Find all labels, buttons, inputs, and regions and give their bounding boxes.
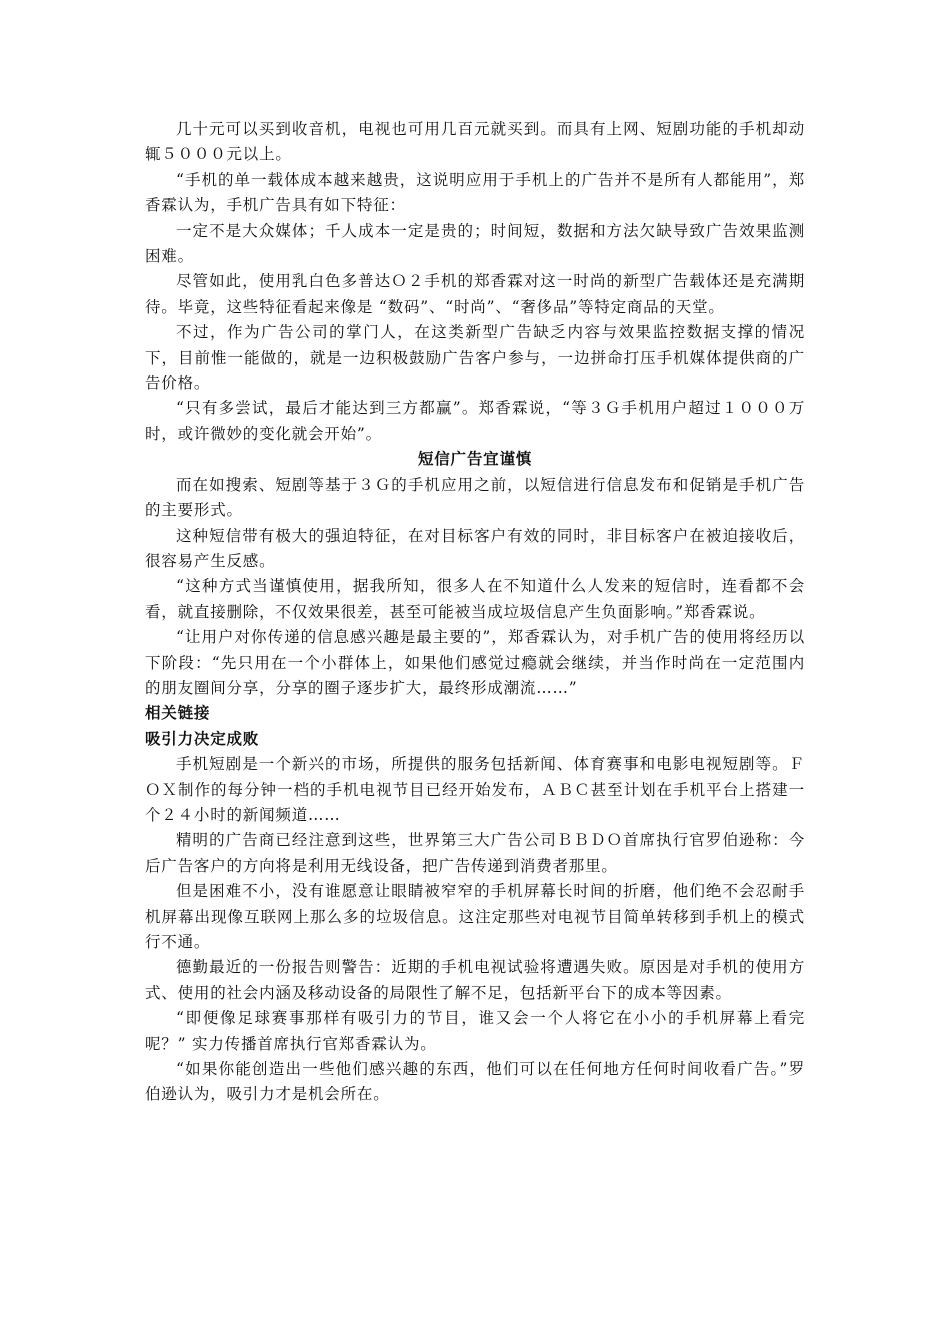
paragraph: 一定不是大众媒体；千人成本一定是贵的；时间短，数据和方法欠缺导致广告效果监测困难。 xyxy=(145,221,805,266)
paragraph: 不过，作为广告公司的掌门人，在这类新型广告缺乏内容与效果监控数据支撑的情况下，目前惟一能做的，就是一边积极鼓励广告客户参与，一边拼命打压手机媒体提供商的广告价格。 xyxy=(145,323,805,393)
article-body xyxy=(145,117,805,1108)
section-heading-sms: 短信广告宜谨慎 xyxy=(417,450,533,469)
paragraph: 这种短信带有极大的强迫特征，在对目标客户有效的同时，非目标客户在被迫接收后，很容易产生反感。 xyxy=(145,526,805,570)
paragraph: “手机的单一载体成本越来越贵，这说明应用于手机上的广告并不是所有人都能用”，郑香霖认为，手机广告具有如下特征： xyxy=(145,170,805,215)
paragraph: 而在如搜索、短剧等基于３Ｇ的手机应用之前，以短信进行信息发布和促销是手机广告的主要形式。 xyxy=(145,475,805,520)
paragraph: 手机短剧是一个新兴的市场，所提供的服务包括新闻、体育赛事和电影电视短剧等。ＦＯＸ制作的每分钟一档的手机电视节目已经开始发布，ＡＢＣ甚至计划在手机平台上搭建一个２４小时的新闻频道…… xyxy=(145,755,805,824)
paragraph: 几十元可以买到收音机，电视也可用几百元就买到。而具有上网、短剧功能的手机却动辄５０００元以上。 xyxy=(145,120,805,164)
paragraph: “只有多尝试，最后才能达到三方都赢”。郑香霖说，“等３Ｇ手机用户超过１０００万时，或许微妙的变化就会开始”。 xyxy=(145,399,805,443)
paragraph: “即便像足球赛事那样有吸引力的节目，谁又会一个人将它在小小的手机屏幕上看完呢？” 实力传播首席执行官郑香霖认为。 xyxy=(145,1009,805,1053)
paragraph: “如果你能创造出一些他们感兴趣的东西，他们可以在任何地方任何时间收看广告。”罗伯逊认为，吸引力才是机会所在。 xyxy=(145,1060,805,1104)
paragraph: 但是困难不小，没有谁愿意让眼睛被窄窄的手机屏幕长时间的折磨，他们绝不会忍耐手机屏幕出现像互联网上那么多的垃圾信息。这注定那些对电视节目简单转移到手机上的模式行不通。 xyxy=(145,882,805,951)
section-heading-attraction: 吸引力决定成败 xyxy=(145,729,260,748)
related-links-heading: 相关链接 xyxy=(145,704,211,723)
paragraph: 精明的广告商已经注意到这些，世界第三大广告公司ＢＢＤＯ首席执行官罗伯逊称：今后广告客户的方向将是利用无线设备，把广告传递到消费者那里。 xyxy=(145,831,805,875)
paragraph: 尽管如此，使用乳白色多普达Ｏ２手机的郑香霖对这一时尚的新型广告载体还是充满期待。毕竟，这些特征看起来像是 “数码”、“时尚”、“奢侈品”等特定商品的天堂。 xyxy=(145,272,805,316)
paragraph: “这种方式当谨慎使用，据我所知，很多人在不知道什么人发来的短信时，连看都不会看，就直接删除，不仅效果很差，甚至可能被当成垃圾信息产生负面影响。”郑香霖说。 xyxy=(145,577,805,621)
paragraph: 德勤最近的一份报告则警告：近期的手机电视试验将遭遇失败。原因是对手机的使用方式、使用的社会内涵及移动设备的局限性了解不足，包括新平台下的成本等因素。 xyxy=(145,958,805,1002)
paragraph: “让用户对你传递的信息感兴趣是最主要的”，郑香霖认为，对手机广告的使用将经历以下阶段：“先只用在一个小群体上，如果他们感觉过瘾就会继续，并当作时尚在一定范围内的朋友圈间分享，分享的圈子逐步扩大，最终形成潮流……” xyxy=(145,628,805,697)
